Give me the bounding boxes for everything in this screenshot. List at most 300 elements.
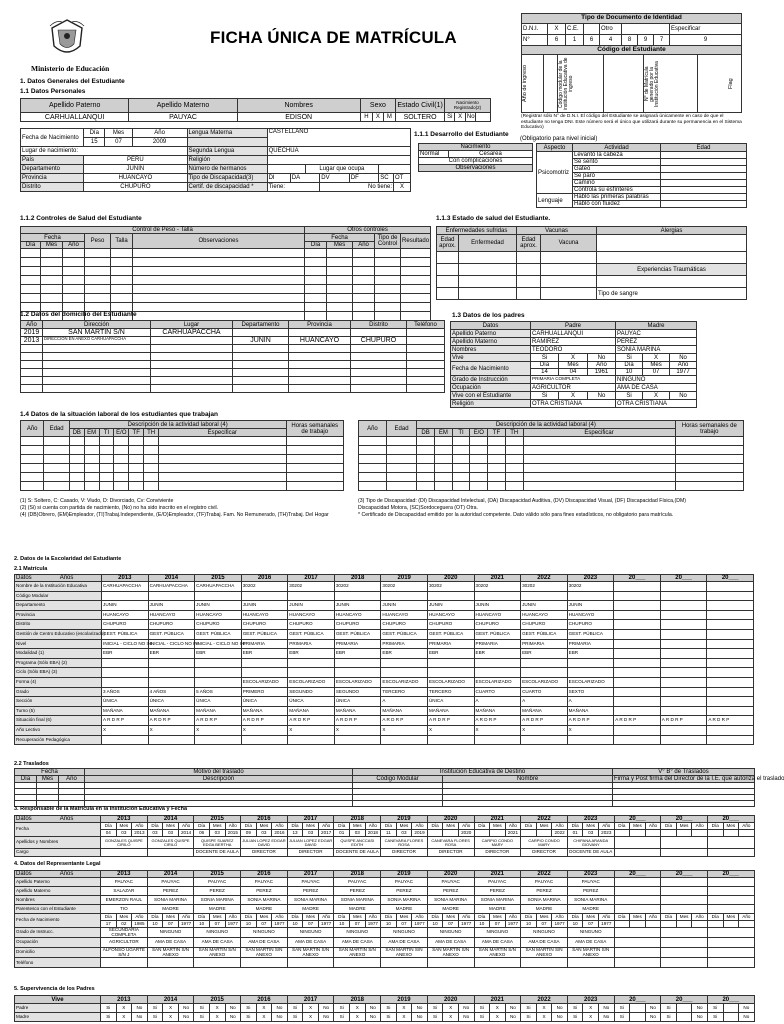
work-cell[interactable]	[286, 446, 343, 455]
rep-cell[interactable]: MADRE	[521, 905, 568, 914]
rep-cell[interactable]: NINGUNO	[474, 928, 521, 938]
matricula-cell[interactable]: GEST. PÚBLICA	[148, 629, 195, 639]
rep-cell[interactable]: SONIA MARINA	[567, 896, 614, 905]
matricula-cell[interactable]: A R D R P	[288, 716, 335, 726]
nac-mark[interactable]: X	[455, 113, 465, 122]
health-cell[interactable]	[327, 276, 353, 285]
matricula-cell[interactable]	[614, 601, 661, 611]
work-cell[interactable]	[675, 437, 743, 446]
matricula-cell[interactable]: CARHUAPACCHA	[148, 582, 195, 592]
rep-cell[interactable]: AMA DE CASA	[474, 938, 521, 948]
matricula-cell[interactable]	[567, 591, 614, 601]
matricula-cell[interactable]: PRIMARIA	[241, 639, 288, 649]
matricula-cell[interactable]: ESCOLARIZADO	[241, 677, 288, 687]
rep-fn-cell[interactable]: 07	[396, 921, 412, 928]
padre-fn-dia[interactable]: 14	[531, 369, 559, 376]
ayn-cell[interactable]: CANEVARA FLORES ROSA	[381, 837, 428, 849]
matricula-cell[interactable]: GEST. PÚBLICA	[195, 629, 242, 639]
matricula-cell[interactable]: A	[381, 697, 428, 707]
work-cell[interactable]	[84, 446, 99, 455]
work-cell[interactable]	[470, 473, 488, 482]
matricula-cell[interactable]: HUANCAYO	[241, 610, 288, 620]
work-cell[interactable]	[675, 446, 743, 455]
health-cell[interactable]	[375, 276, 401, 285]
matricula-cell[interactable]: ÚNICA	[102, 697, 149, 707]
work-cell[interactable]	[523, 464, 675, 473]
matricula-cell[interactable]	[707, 668, 754, 678]
matricula-cell[interactable]	[660, 591, 707, 601]
rep-cell[interactable]	[707, 958, 754, 968]
fecha-cell[interactable]	[692, 830, 708, 837]
rep-fn-cell[interactable]: 1977	[412, 921, 428, 928]
health-cell[interactable]	[41, 294, 63, 303]
edad-cell[interactable]	[661, 159, 747, 166]
addr-cell[interactable]	[151, 369, 233, 377]
rep-cell[interactable]: SAN MARTIN S/N ANEXO	[194, 948, 241, 958]
rep-fn-cell[interactable]: 10	[427, 921, 443, 928]
addr-cell[interactable]	[351, 369, 407, 377]
fecha-cell[interactable]: 03	[147, 830, 163, 837]
addr-cell[interactable]	[233, 361, 289, 369]
fecha-cell[interactable]: 2013	[132, 830, 148, 837]
work-cell[interactable]	[44, 464, 69, 473]
matricula-cell[interactable]: HUANCAYO	[102, 610, 149, 620]
work-cell[interactable]	[114, 482, 129, 491]
work-cell[interactable]	[417, 446, 435, 455]
vive-mark[interactable]: X	[116, 1004, 132, 1013]
matricula-cell[interactable]	[707, 677, 754, 687]
rep-cell[interactable]: ALFONSO UGARTE S/N J	[101, 948, 148, 958]
matricula-cell[interactable]: GEST. PÚBLICA	[381, 629, 428, 639]
rep-cell[interactable]: NINGUNO	[381, 928, 428, 938]
health-cell[interactable]	[41, 276, 63, 285]
matricula-cell[interactable]: GEST. PÚBLICA	[102, 629, 149, 639]
matricula-cell[interactable]	[660, 735, 707, 745]
matricula-cell[interactable]: 5 AÑOS	[195, 687, 242, 697]
matricula-cell[interactable]: ÚNICA	[427, 697, 474, 707]
addr-cell[interactable]	[233, 345, 289, 353]
health-cell[interactable]	[401, 285, 431, 294]
fecha-cell[interactable]	[661, 830, 677, 837]
vive-mark[interactable]: X	[536, 1013, 552, 1022]
cargo-cell[interactable]: DOCENTE DE AULA	[334, 849, 381, 857]
rep-cell[interactable]	[661, 887, 708, 896]
edad-cell[interactable]	[661, 152, 747, 159]
rep-cell[interactable]: PAUYAC	[241, 878, 288, 887]
matricula-cell[interactable]: HUANCAYO	[474, 610, 521, 620]
fecha-cell[interactable]: 03	[303, 830, 319, 837]
work-cell[interactable]	[69, 473, 84, 482]
rep-cell[interactable]: PEREZ	[427, 887, 474, 896]
rep-fn-cell[interactable]: 07	[163, 921, 179, 928]
work-cell[interactable]	[675, 473, 743, 482]
matricula-cell[interactable]: A R D R P	[567, 716, 614, 726]
matricula-cell[interactable]	[148, 658, 195, 668]
addr-cell[interactable]	[289, 385, 351, 393]
matricula-cell[interactable]: X	[567, 725, 614, 735]
matricula-cell[interactable]: A R D R P	[521, 716, 568, 726]
traslado-cell[interactable]	[613, 801, 755, 807]
rep-cell[interactable]: PEREZ	[287, 887, 334, 896]
madre-oc[interactable]: AMA DE CASA	[616, 384, 697, 392]
rep-cell[interactable]: PAUYAC	[521, 878, 568, 887]
fecha-cell[interactable]	[536, 830, 552, 837]
matricula-cell[interactable]: X	[241, 725, 288, 735]
rep-fn-cell[interactable]: 07	[583, 921, 599, 928]
rep-fn-cell[interactable]: 10	[567, 921, 583, 928]
matricula-cell[interactable]	[614, 658, 661, 668]
health-cell[interactable]	[375, 249, 401, 258]
cell[interactable]	[437, 264, 459, 276]
matricula-cell[interactable]	[614, 706, 661, 716]
matricula-cell[interactable]	[288, 668, 335, 678]
padre-vive-x[interactable]: X	[559, 354, 588, 362]
cargo-cell[interactable]	[661, 849, 708, 857]
addr-cell[interactable]	[289, 361, 351, 369]
fecha-cell[interactable]: 2016	[272, 830, 288, 837]
rep-fn-cell[interactable]: 10	[381, 921, 397, 928]
matricula-cell[interactable]	[102, 735, 149, 745]
matricula-cell[interactable]: CHUPURO	[474, 620, 521, 630]
matricula-cell[interactable]: A	[567, 697, 614, 707]
matricula-cell[interactable]: CUARTO	[521, 687, 568, 697]
rep-cell[interactable]: AMA DE CASA	[381, 938, 428, 948]
matricula-cell[interactable]: EBR	[102, 649, 149, 659]
work-cell[interactable]	[44, 473, 69, 482]
matricula-cell[interactable]: CHUPURO	[288, 620, 335, 630]
matricula-cell[interactable]: EBR	[241, 649, 288, 659]
cargo-cell[interactable]: DIRECTOR	[381, 849, 428, 857]
matricula-cell[interactable]	[288, 658, 335, 668]
matricula-cell[interactable]: HUANCAYO	[427, 610, 474, 620]
vive-mark[interactable]: X	[536, 1004, 552, 1013]
rep-cell[interactable]: PEREZ	[474, 887, 521, 896]
rep-cell[interactable]: NINGUNO	[521, 928, 568, 938]
health-cell[interactable]	[63, 285, 85, 294]
work-cell[interactable]	[488, 437, 506, 446]
matricula-cell[interactable]	[614, 687, 661, 697]
health-cell[interactable]	[353, 249, 375, 258]
rep-cell[interactable]	[614, 905, 661, 914]
matricula-cell[interactable]: MAÑANA	[241, 706, 288, 716]
matricula-cell[interactable]	[660, 697, 707, 707]
work-cell[interactable]	[84, 482, 99, 491]
matricula-cell[interactable]: PRIMARIA	[521, 639, 568, 649]
cell[interactable]	[541, 264, 597, 276]
addr-cell[interactable]	[289, 345, 351, 353]
matricula-cell[interactable]: EBR	[148, 649, 195, 659]
rep-cell[interactable]: SONIA MARINA	[474, 896, 521, 905]
apellido-materno-value[interactable]: PAUYAC	[129, 113, 237, 122]
vive-mark[interactable]	[676, 1013, 692, 1022]
addr-distrito[interactable]: CHUPURO	[351, 337, 407, 345]
matricula-cell[interactable]: ÚNICA	[148, 697, 195, 707]
rep-fn-cell[interactable]	[692, 921, 708, 928]
rep-cell[interactable]	[661, 958, 708, 968]
work-cell[interactable]	[359, 482, 387, 491]
health-cell[interactable]	[85, 249, 111, 258]
work-cell[interactable]	[144, 437, 159, 446]
fecha-cell[interactable]: 11	[381, 830, 397, 837]
matricula-cell[interactable]: X	[381, 725, 428, 735]
matricula-cell[interactable]: X	[195, 725, 242, 735]
modular-code-box[interactable]	[604, 55, 644, 113]
matricula-cell[interactable]: A R D R P	[102, 716, 149, 726]
health-cell[interactable]	[353, 267, 375, 276]
addr-cell[interactable]	[151, 385, 233, 393]
fecha-cell[interactable]	[707, 830, 723, 837]
matricula-cell[interactable]: A R D R P	[195, 716, 242, 726]
matricula-cell[interactable]	[241, 668, 288, 678]
matricula-cell[interactable]: INICIAL - CICLO NO INI	[102, 639, 149, 649]
work-cell[interactable]	[129, 446, 144, 455]
health-cell[interactable]	[305, 249, 327, 258]
vive-mark[interactable]	[630, 1013, 646, 1022]
rep-cell[interactable]: AMA DE CASA	[521, 938, 568, 948]
rep-fn-cell[interactable]: 10	[194, 921, 210, 928]
work-cell[interactable]	[386, 437, 416, 446]
work-cell[interactable]	[159, 437, 287, 446]
matricula-cell[interactable]	[381, 668, 428, 678]
rep-cell[interactable]: NINGUNO	[567, 928, 614, 938]
vive-mark[interactable]	[630, 1004, 646, 1013]
addr-cell[interactable]	[407, 377, 445, 385]
rep-fn-cell[interactable]	[707, 921, 723, 928]
fecha-cell[interactable]: 13	[287, 830, 303, 837]
madre-am[interactable]: PEREZ	[616, 338, 697, 346]
addr-cell[interactable]	[351, 345, 407, 353]
rep-fn-cell[interactable]: 10	[241, 921, 257, 928]
rep-fn-cell[interactable]: 1985	[132, 921, 148, 928]
rep-cell[interactable]: PEREZ	[567, 887, 614, 896]
rep-cell[interactable]: MADRE	[334, 905, 381, 914]
matricula-cell[interactable]: HUANCAYO	[567, 610, 614, 620]
matricula-cell[interactable]: ESCOLARIZADO	[474, 677, 521, 687]
addr-cell[interactable]	[151, 353, 233, 361]
vive-mark[interactable]	[723, 1013, 739, 1022]
rep-cell[interactable]	[707, 928, 754, 938]
rep-fn-cell[interactable]: 07	[350, 921, 366, 928]
work-cell[interactable]	[505, 446, 523, 455]
rep-cell[interactable]: SAN MARTIN S/N ANEXO	[334, 948, 381, 958]
work-cell[interactable]	[434, 455, 452, 464]
rep-fn-cell[interactable]	[723, 921, 739, 928]
fecha-cell[interactable]	[443, 830, 459, 837]
health-cell[interactable]	[305, 258, 327, 267]
addr-cell[interactable]	[351, 361, 407, 369]
work-cell[interactable]	[470, 437, 488, 446]
health-cell[interactable]	[85, 267, 111, 276]
matricula-cell[interactable]: X	[427, 725, 474, 735]
rep-cell[interactable]	[427, 958, 474, 968]
addr-cell[interactable]	[151, 377, 233, 385]
edad-cell[interactable]	[661, 201, 747, 208]
rep-fn-cell[interactable]: 1977	[178, 921, 194, 928]
work-cell[interactable]	[417, 482, 435, 491]
rep-cell[interactable]: MADRE	[287, 905, 334, 914]
health-cell[interactable]	[85, 285, 111, 294]
matricula-cell[interactable]	[334, 735, 381, 745]
matricula-cell[interactable]: JUNIN	[288, 601, 335, 611]
madre-fn-ano[interactable]: 1977	[670, 369, 697, 376]
matricula-cell[interactable]: 30202	[427, 582, 474, 592]
work-cell[interactable]	[488, 464, 506, 473]
matricula-cell[interactable]: 30202	[381, 582, 428, 592]
matricula-cell[interactable]: CHUPURO	[102, 620, 149, 630]
matricula-cell[interactable]: X	[102, 725, 149, 735]
work-cell[interactable]	[359, 446, 387, 455]
fecha-cell[interactable]	[739, 830, 755, 837]
health-cell[interactable]	[85, 258, 111, 267]
rep-cell[interactable]	[707, 896, 754, 905]
health-cell[interactable]	[401, 258, 431, 267]
addr-cell[interactable]	[407, 353, 445, 361]
rep-cell[interactable]: MADRE	[427, 905, 474, 914]
work-cell[interactable]	[675, 482, 743, 491]
rep-fn-cell[interactable]: 07	[490, 921, 506, 928]
rep-fn-cell[interactable]: 10	[334, 921, 350, 928]
matricula-cell[interactable]: MAÑANA	[567, 706, 614, 716]
apellido-paterno-value[interactable]: CARHUALLANQUI	[21, 113, 129, 122]
edad-cell[interactable]	[661, 166, 747, 173]
matricula-cell[interactable]: JUNIN	[241, 601, 288, 611]
health-cell[interactable]	[353, 303, 375, 312]
matricula-cell[interactable]: CHUPURO	[148, 620, 195, 630]
fn-mes[interactable]: 07	[105, 138, 132, 147]
matricula-cell[interactable]	[614, 620, 661, 630]
fecha-cell[interactable]: 03	[583, 830, 599, 837]
matricula-cell[interactable]: HUANCAYO	[288, 610, 335, 620]
matricula-cell[interactable]: EBR	[381, 649, 428, 659]
matricula-cell[interactable]	[427, 735, 474, 745]
matricula-cell[interactable]	[614, 677, 661, 687]
padre-nom[interactable]: TEODORO	[531, 346, 616, 354]
fecha-cell[interactable]: 04	[101, 830, 117, 837]
rep-fn-cell[interactable]	[739, 921, 755, 928]
matricula-cell[interactable]: X	[288, 725, 335, 735]
work-cell[interactable]	[84, 473, 99, 482]
rep-cell[interactable]	[707, 948, 754, 958]
work-cell[interactable]	[144, 446, 159, 455]
matricula-cell[interactable]: JUNIN	[474, 601, 521, 611]
work-cell[interactable]	[69, 464, 84, 473]
distrito-value[interactable]: CHUPURO	[84, 183, 187, 192]
fecha-cell[interactable]	[645, 830, 661, 837]
cargo-cell[interactable]: DOCENTE DE AULA	[567, 849, 614, 857]
vive-mark[interactable]: X	[490, 1013, 506, 1022]
ayn-cell[interactable]	[614, 837, 661, 849]
matricula-cell[interactable]	[381, 735, 428, 745]
rep-cell[interactable]: PAUYAC	[427, 878, 474, 887]
work-cell[interactable]	[21, 455, 44, 464]
rep-cell[interactable]: MADRE	[194, 905, 241, 914]
matricula-cell[interactable]: MAÑANA	[427, 706, 474, 716]
padre-oc[interactable]: AGRICULTOR	[531, 384, 616, 392]
cell[interactable]	[517, 288, 541, 300]
rep-fn-cell[interactable]	[630, 921, 646, 928]
rep-cell[interactable]	[614, 938, 661, 948]
matricula-cell[interactable]	[707, 601, 754, 611]
matricula-cell[interactable]	[474, 591, 521, 601]
addr-cell[interactable]	[289, 329, 351, 337]
work-cell[interactable]	[452, 464, 470, 473]
rep-cell[interactable]: SAN MARTIN S/N ANEXO	[567, 948, 614, 958]
work-cell[interactable]	[505, 482, 523, 491]
matricula-cell[interactable]	[241, 658, 288, 668]
addr-cell[interactable]	[233, 329, 289, 337]
matricula-cell[interactable]	[707, 582, 754, 592]
matricula-cell[interactable]: A R D R P	[334, 716, 381, 726]
dni-mark[interactable]: X	[548, 24, 566, 35]
addr-departamento[interactable]: JUNIN	[233, 337, 289, 345]
matricula-cell[interactable]	[148, 591, 195, 601]
madre-vce-x[interactable]: X	[643, 392, 670, 400]
matricula-cell[interactable]: HUANCAYO	[521, 610, 568, 620]
matricula-cell[interactable]	[707, 591, 754, 601]
matricula-cell[interactable]	[660, 610, 707, 620]
ayn-cell[interactable]: QUISPE SUAREZ EDGA BERTHA	[194, 837, 241, 849]
matricula-cell[interactable]	[102, 677, 149, 687]
health-cell[interactable]	[133, 303, 305, 312]
work-cell[interactable]	[21, 446, 44, 455]
matricula-cell[interactable]: SEGUNDO	[288, 687, 335, 697]
rep-cell[interactable]: PAUYAC	[567, 878, 614, 887]
madre-gi[interactable]: NINGUNO	[616, 376, 697, 384]
health-cell[interactable]	[353, 276, 375, 285]
work-cell[interactable]	[417, 473, 435, 482]
matricula-cell[interactable]: SEXTO	[567, 687, 614, 697]
rep-cell[interactable]	[661, 896, 708, 905]
work-cell[interactable]	[69, 482, 84, 491]
health-cell[interactable]	[401, 267, 431, 276]
matricula-cell[interactable]: 30202	[474, 582, 521, 592]
rep-fn-cell[interactable]: 07	[536, 921, 552, 928]
rep-fn-cell[interactable]	[614, 921, 630, 928]
work-cell[interactable]	[505, 455, 523, 464]
fecha-cell[interactable]: 03	[116, 830, 132, 837]
matricula-cell[interactable]	[195, 677, 242, 687]
work-cell[interactable]	[144, 455, 159, 464]
vive-mark[interactable]: X	[163, 1004, 179, 1013]
rep-cell[interactable]: PEREZ	[147, 887, 194, 896]
work-cell[interactable]	[44, 482, 69, 491]
matricula-cell[interactable]: 30202	[241, 582, 288, 592]
matricula-cell[interactable]	[660, 601, 707, 611]
matricula-cell[interactable]: CHUPURO	[195, 620, 242, 630]
rep-cell[interactable]	[661, 938, 708, 948]
work-cell[interactable]	[386, 482, 416, 491]
work-cell[interactable]	[386, 446, 416, 455]
matricula-cell[interactable]: PRIMARIA	[427, 639, 474, 649]
matricula-cell[interactable]	[334, 658, 381, 668]
cell[interactable]	[597, 276, 747, 288]
matricula-cell[interactable]	[521, 658, 568, 668]
health-cell[interactable]	[133, 267, 305, 276]
edad-cell[interactable]	[661, 187, 747, 194]
work-cell[interactable]	[675, 455, 743, 464]
matricula-cell[interactable]: EBR	[474, 649, 521, 659]
matricula-cell[interactable]: ESCOLARIZADO	[567, 677, 614, 687]
edad-cell[interactable]	[661, 180, 747, 187]
padre-rel[interactable]: OTRA CRISTIANA	[531, 400, 616, 408]
rep-cell[interactable]	[661, 878, 708, 887]
madre-fn-dia[interactable]: 10	[616, 369, 643, 376]
id-digit[interactable]: 6	[584, 35, 600, 46]
matricula-cell[interactable]	[334, 668, 381, 678]
cell[interactable]	[459, 288, 517, 300]
work-cell[interactable]	[44, 455, 69, 464]
matricula-cell[interactable]: PRIMARIA	[381, 639, 428, 649]
